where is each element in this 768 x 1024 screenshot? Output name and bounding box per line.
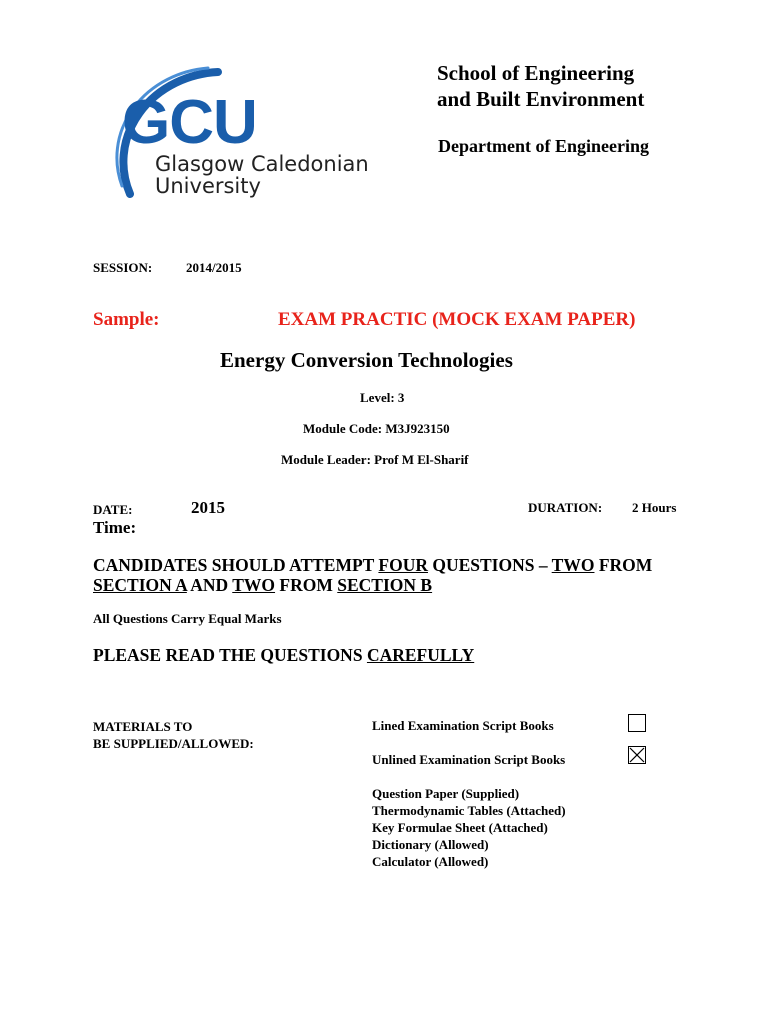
materials-item: Question Paper (Supplied) xyxy=(372,786,520,801)
instr-text: AND xyxy=(186,575,233,595)
materials-label xyxy=(93,718,254,752)
materials-item: Thermodynamic Tables (Attached) xyxy=(372,803,566,818)
date-label: DATE: xyxy=(93,502,133,517)
instr-text: FROM xyxy=(594,555,653,575)
instr-two: TWO xyxy=(232,575,276,595)
read-text: PLEASE READ THE QUESTIONS xyxy=(93,645,367,665)
logo-abbr: GCU xyxy=(122,88,257,157)
lined-books-checkbox[interactable] xyxy=(628,714,646,732)
duration-label: DURATION: xyxy=(528,500,603,515)
sample-label: Sample: xyxy=(93,309,160,330)
materials-label-line2: BE SUPPLIED/ALLOWED: xyxy=(93,736,254,751)
equal-marks-note: All Questions Carry Equal Marks xyxy=(93,611,282,626)
school-line2: and Built Environment xyxy=(437,87,645,111)
instr-text: CANDIDATES SHOULD ATTEMPT xyxy=(93,555,379,575)
lined-books-label: Lined Examination Script Books xyxy=(372,718,554,733)
materials-item: Key Formulae Sheet (Attached) xyxy=(372,820,548,835)
session-label: SESSION: xyxy=(93,260,153,275)
read-carefully-note xyxy=(93,645,474,665)
gcu-logo xyxy=(100,66,390,206)
materials-list xyxy=(372,785,566,870)
module-level: Level: 3 xyxy=(360,390,405,405)
instr-two: TWO xyxy=(551,555,595,575)
sample-title: EXAM PRACTIC (MOCK EXAM PAPER) xyxy=(278,309,636,330)
materials-item: Calculator (Allowed) xyxy=(372,854,489,869)
instr-section-b: SECTION B xyxy=(337,575,433,595)
logo-line2: University xyxy=(155,174,261,198)
school-line1: School of Engineering xyxy=(437,61,635,85)
school-name xyxy=(437,60,644,112)
module-leader: Module Leader: Prof M El-Sharif xyxy=(281,452,469,467)
materials-item: Dictionary (Allowed) xyxy=(372,837,489,852)
instr-text: QUESTIONS – xyxy=(427,555,552,575)
read-carefully: CAREFULLY xyxy=(366,645,475,665)
unlined-books-label: Unlined Examination Script Books xyxy=(372,752,566,767)
instructions-line2 xyxy=(93,575,432,595)
checked-x-icon xyxy=(629,747,645,763)
module-code: Module Code: M3J923150 xyxy=(303,421,450,436)
session-value: 2014/2015 xyxy=(186,260,242,275)
time-label: Time: xyxy=(93,518,137,537)
instr-section-a: SECTION A xyxy=(93,575,187,595)
duration-value: 2 Hours xyxy=(632,500,677,515)
materials-label-line1: MATERIALS TO xyxy=(93,719,193,734)
unlined-books-checkbox[interactable] xyxy=(628,746,646,764)
date-value: 2015 xyxy=(191,498,225,517)
module-title: Energy Conversion Technologies xyxy=(220,348,513,372)
department-name: Department of Engineering xyxy=(438,136,649,156)
instr-text: FROM xyxy=(275,575,338,595)
instructions-line1 xyxy=(93,555,652,575)
logo-line1: Glasgow Caledonian xyxy=(155,152,369,176)
instr-four: FOUR xyxy=(378,555,428,575)
